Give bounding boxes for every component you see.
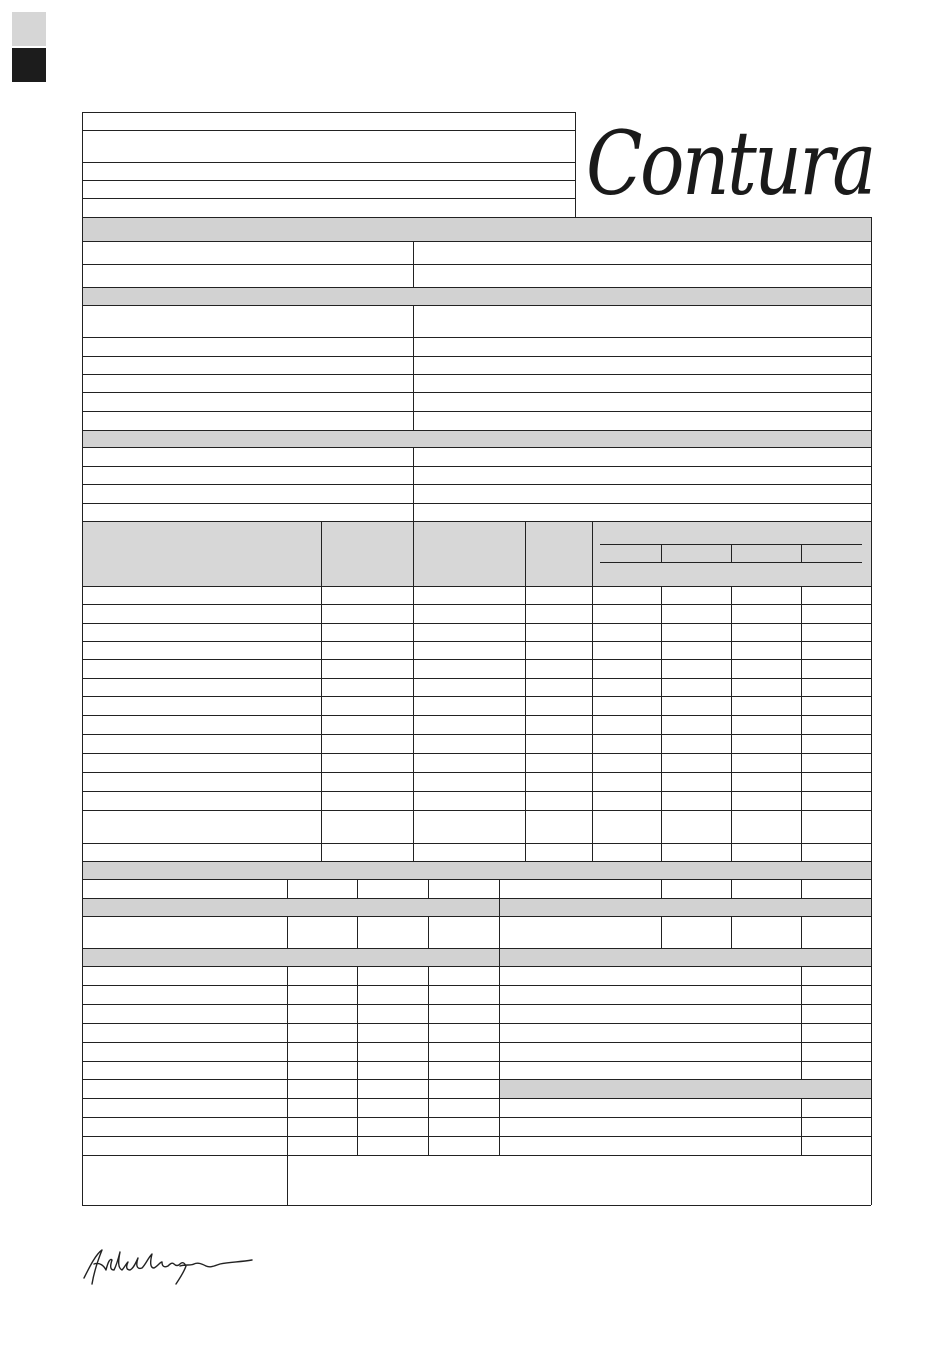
contura-logo: Contura xyxy=(586,112,874,215)
section-header-band xyxy=(82,948,871,966)
section-header-band xyxy=(82,287,871,305)
section-header-band xyxy=(82,217,871,241)
section-header-band xyxy=(82,898,871,916)
section-header-band xyxy=(82,861,871,879)
section-header-band xyxy=(499,1079,871,1098)
table-header-band xyxy=(82,521,871,586)
section-header-band xyxy=(82,430,871,447)
signature-icon xyxy=(80,1240,260,1288)
